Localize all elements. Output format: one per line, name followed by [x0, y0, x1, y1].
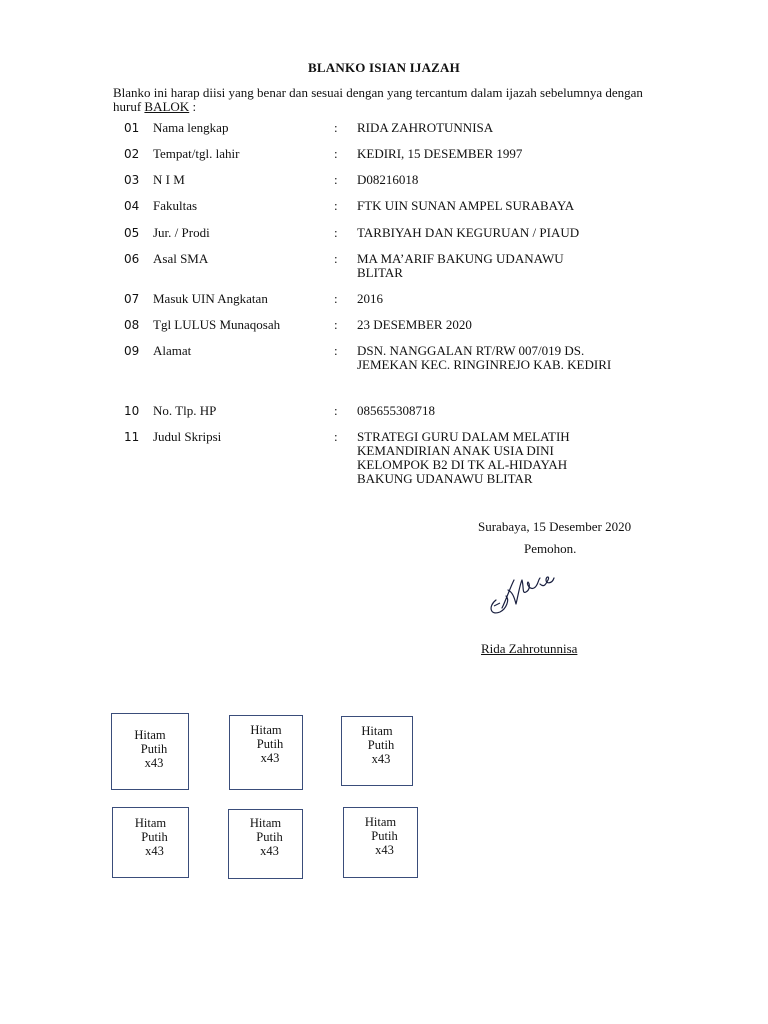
row-colon: : [334, 343, 338, 358]
form-title: BLANKO ISIAN IJAZAH [308, 60, 460, 75]
intro-emphasis: BALOK [144, 99, 190, 114]
row-number: 11 [124, 430, 140, 444]
row-label: No. Tlp. HP [153, 403, 217, 418]
row-number: 02 [124, 147, 140, 161]
row-number: 04 [124, 199, 140, 213]
photo-text-line1: Hitam [249, 816, 282, 830]
photo-text-line1: Hitam [361, 724, 393, 738]
row-value: DSN. NANGGALAN RT/RW 007/019 DS. JEMEKAN KEC. RINGINREJO KAB. KEDIRI [357, 343, 612, 372]
row-colon: : [334, 429, 338, 444]
signature-place-date: Surabaya, 15 Desember 2020 [478, 519, 632, 534]
row-value: RIDA ZAHROTUNNISA [357, 120, 494, 135]
signature-name: Rida Zahrotunnisa [481, 641, 578, 656]
row-number: 09 [124, 344, 140, 358]
row-colon: : [334, 291, 338, 306]
photo-box [343, 807, 418, 878]
photo-text-line1: Hitam [250, 723, 282, 737]
photo-text-line2: Putih [371, 829, 398, 843]
row-label: Nama lengkap [153, 120, 229, 135]
row-label: Jur. / Prodi [153, 225, 210, 240]
row-value: 23 DESEMBER 2020 [357, 317, 472, 332]
row-value: TARBIYAH DAN KEGURUAN / PIAUD [357, 225, 580, 240]
photo-text-line3: x43 [260, 751, 280, 765]
photo-text-line2: Putih [256, 737, 284, 751]
row-value: FTK UIN SUNAN AMPEL SURABAYA [357, 198, 575, 213]
row-number: 03 [124, 173, 140, 187]
photo-text-line3: x43 [144, 756, 164, 770]
row-value: STRATEGI GURU DALAM MELATIH KEMANDIRIAN ANAK USIA DINI KELOMPOK B2 DI TK AL-HIDAYAH BAKUNG UDANAWU BLITAR [357, 429, 570, 486]
row-value: D08216018 [357, 172, 419, 187]
photo-text-line1: Hitam [134, 728, 166, 742]
row-number: 01 [124, 121, 140, 135]
row-number: 05 [124, 226, 140, 240]
row-label: Tgl LULUS Munaqosah [153, 317, 281, 332]
handwritten-signature [486, 570, 558, 620]
photo-text-line3: x43 [260, 844, 279, 858]
row-label: Tempat/tgl. lahir [153, 146, 240, 161]
row-value: MA MA’ARIF BAKUNG UDANAWU BLITAR [357, 251, 564, 280]
row-colon: : [334, 146, 338, 161]
row-number: 08 [124, 318, 140, 332]
photo-text-line2: Putih [256, 830, 283, 844]
row-value: 085655308718 [357, 403, 435, 418]
photo-box [112, 807, 189, 878]
photo-text-line2: Putih [141, 830, 168, 844]
row-label: Judul Skripsi [153, 429, 222, 444]
row-label: N I M [153, 172, 185, 187]
row-value: 2016 [357, 291, 383, 306]
row-label: Fakultas [153, 198, 198, 213]
row-colon: : [334, 120, 338, 135]
photo-text-line1: Hitam [364, 815, 397, 829]
intro-prefix: Blanko ini harap diisi yang benar dan sesuai dengan yang tercantum dalam ijazah sebelumnya dengan huruf [113, 85, 643, 114]
photo-text-line1: Hitam [134, 816, 167, 830]
photo-text-line3: x43 [375, 843, 394, 857]
row-label: Alamat [153, 343, 192, 358]
photo-text-line2: Putih [140, 742, 168, 756]
row-number: 06 [124, 252, 140, 266]
row-colon: : [334, 225, 338, 240]
intro-text [113, 86, 673, 114]
photo-text-line3: x43 [145, 844, 164, 858]
photo-box [341, 716, 413, 786]
row-colon: : [334, 251, 338, 266]
row-label: Asal SMA [153, 251, 209, 266]
photo-box [228, 809, 303, 879]
photo-box [229, 715, 303, 790]
photo-box [111, 713, 189, 790]
intro-suffix: : [189, 99, 197, 114]
photo-text-line3: x43 [371, 752, 391, 766]
photo-text-line2: Putih [367, 738, 395, 752]
row-number: 07 [124, 292, 140, 306]
row-colon: : [334, 172, 338, 187]
row-value: KEDIRI, 15 DESEMBER 1997 [357, 146, 523, 161]
row-colon: : [334, 403, 338, 418]
row-colon: : [334, 317, 338, 332]
row-label: Masuk UIN Angkatan [153, 291, 268, 306]
row-colon: : [334, 198, 338, 213]
row-number: 10 [124, 404, 140, 418]
signature-applicant-label: Pemohon. [524, 541, 577, 556]
